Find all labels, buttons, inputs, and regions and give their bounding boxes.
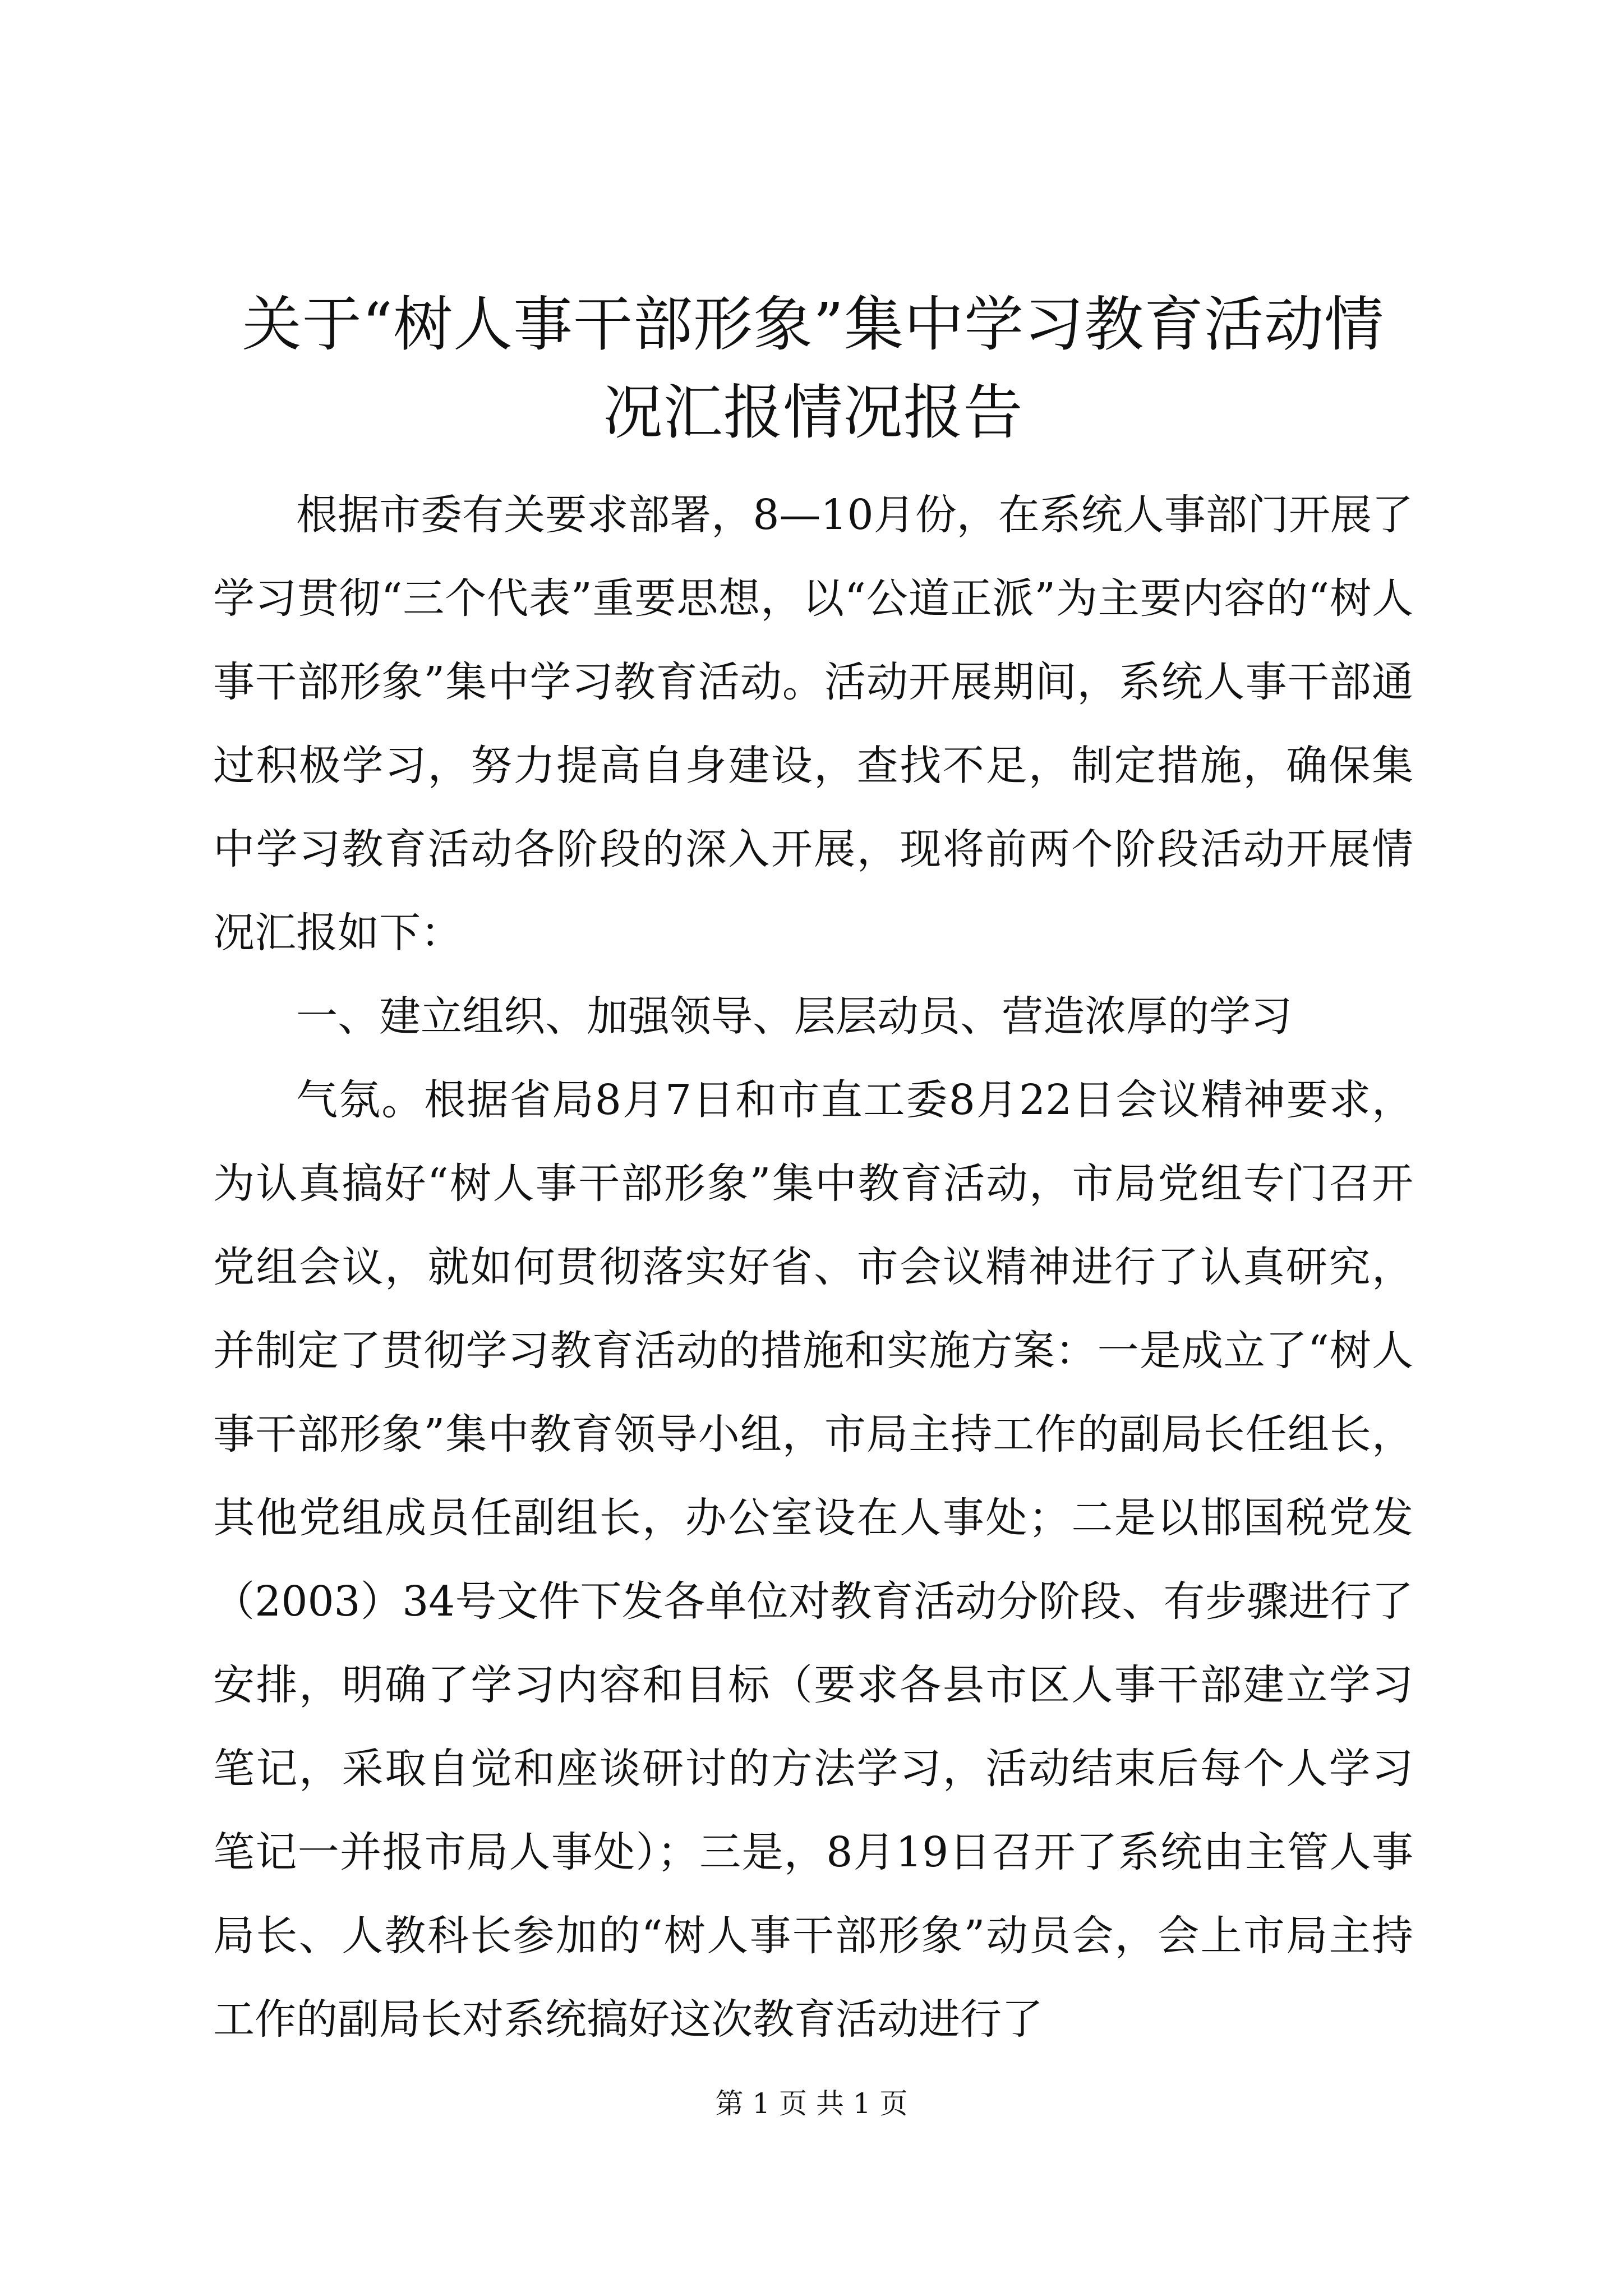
body-paragraph: 根据市委有关要求部署，8—10月份，在系统人事部门开展了学习贯彻“三个代表”重要思想，以“公道正派”为主要内容的“树人事干部形象”集中学习教育活动。活动开展期间，系统人事干部通过积极学习，努力提高自身建设，查找不足，制定措施，确保集中学习教育活动各阶段的深入开展，现将前两个阶段活动开展情况汇报如下：	[213, 491, 1413, 957]
body-paragraph: 气氛。根据省局8月7日和市直工委8月22日会议精神要求，为认真搞好“树人事干部形象”集中教育活动，市局党组专门召开党组会议，就如何贯彻落实好省、市会议精神进行了认真研究，并制定了贯彻学习教育活动的措施和实施方案：一是成立了“树人事干部形象”集中教育领导小组，市局主持工作的副局长任组长，其他党组成员任副组长，办公室设在人事处；二是以邯国税党发（2003）34号文件下发各单位对教育活动分阶段、有步骤进行了安排，明确了学习内容和目标（要求各县市区人事干部建立学习笔记，采取自觉和座谈研讨的方法学习，活动结束后每个人学习笔记一并报市局人事处）；三是，8月19日召开了系统由主管人事局长、人教科长参加的“树人事干部形象”动员会，会上市局主持工作的副局长对系统搞好这次教育活动进行了	[213, 1076, 1413, 2044]
document-title: 关于“树人事干部形象”集中学习教育活动情况汇报情况报告	[242, 290, 1385, 447]
page-footer: 第 1 页 共 1 页	[715, 2087, 908, 2120]
section-heading: 一、建立组织、加强领导、层层动员、营造浓厚的学习	[296, 992, 1292, 1041]
document-body	[213, 473, 1413, 2062]
